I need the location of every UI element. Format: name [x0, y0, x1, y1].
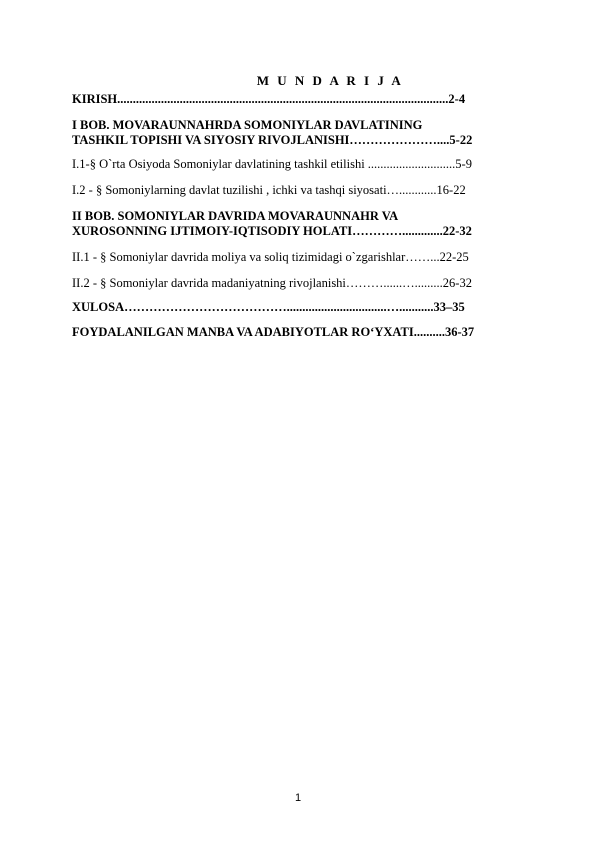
toc-entry-text: II.1 - § Somoniylar davrida moliya va soliq tizimidagi o`zgarishlar……...22-25 — [72, 250, 469, 264]
toc-entry-section-1-1 — [72, 157, 524, 172]
toc-entry-section-2-1 — [72, 250, 524, 265]
toc-entry-text: FOYDALANILGAN MANBA VA ADABIYOTLAR RO‘YXATI..........36-37 — [72, 325, 475, 339]
toc-entry-section-1-2 — [72, 183, 524, 198]
toc-entry-line: I BOB. MOVARAUNNAHRDA SOMONIYLAR DAVLATINING — [72, 118, 423, 132]
toc-entry-text: I.2 - § Somoniylarning davlat tuzilishi , ichki va tashqi siyosati…............16-22 — [72, 183, 466, 197]
toc-entry-chapter-2 — [72, 209, 524, 239]
toc-entry-text: I.1-§ O`rta Osiyoda Somoniylar davlatining tashkil etilishi ............................5-9 — [72, 157, 472, 171]
table-of-contents — [72, 92, 524, 340]
toc-heading: M U N D A R I J A — [256, 73, 404, 88]
toc-entry-xulosa — [72, 300, 524, 315]
toc-entry-kirish — [72, 92, 524, 107]
toc-entry-line: XUROSONNING IJTIMOIY-IQTISODIY HOLATI………….............22-32 — [72, 224, 472, 238]
toc-entry-text: II.2 - § Somoniylar davrida madaniyatning rivojlanishi………......….........26-32 — [72, 276, 472, 290]
toc-entry-section-2-2 — [72, 276, 524, 291]
toc-entry-line: TASHKIL TOPISHI VA SIYOSIY RIVOJLANISHI…………………....5-22 — [72, 133, 473, 147]
toc-entry-chapter-1 — [72, 118, 524, 148]
toc-entry-bibliography — [72, 325, 524, 340]
toc-entry-text: KIRISH..........................................................................................................2-4 — [72, 92, 466, 106]
toc-entry-line: II BOB. SOMONIYLAR DAVRIDA MOVARAUNNAHR VA — [72, 209, 399, 223]
toc-entry-text: XULOSA…………………………………................................…...........33–35 — [72, 300, 465, 314]
page-number: 1 — [294, 792, 302, 804]
